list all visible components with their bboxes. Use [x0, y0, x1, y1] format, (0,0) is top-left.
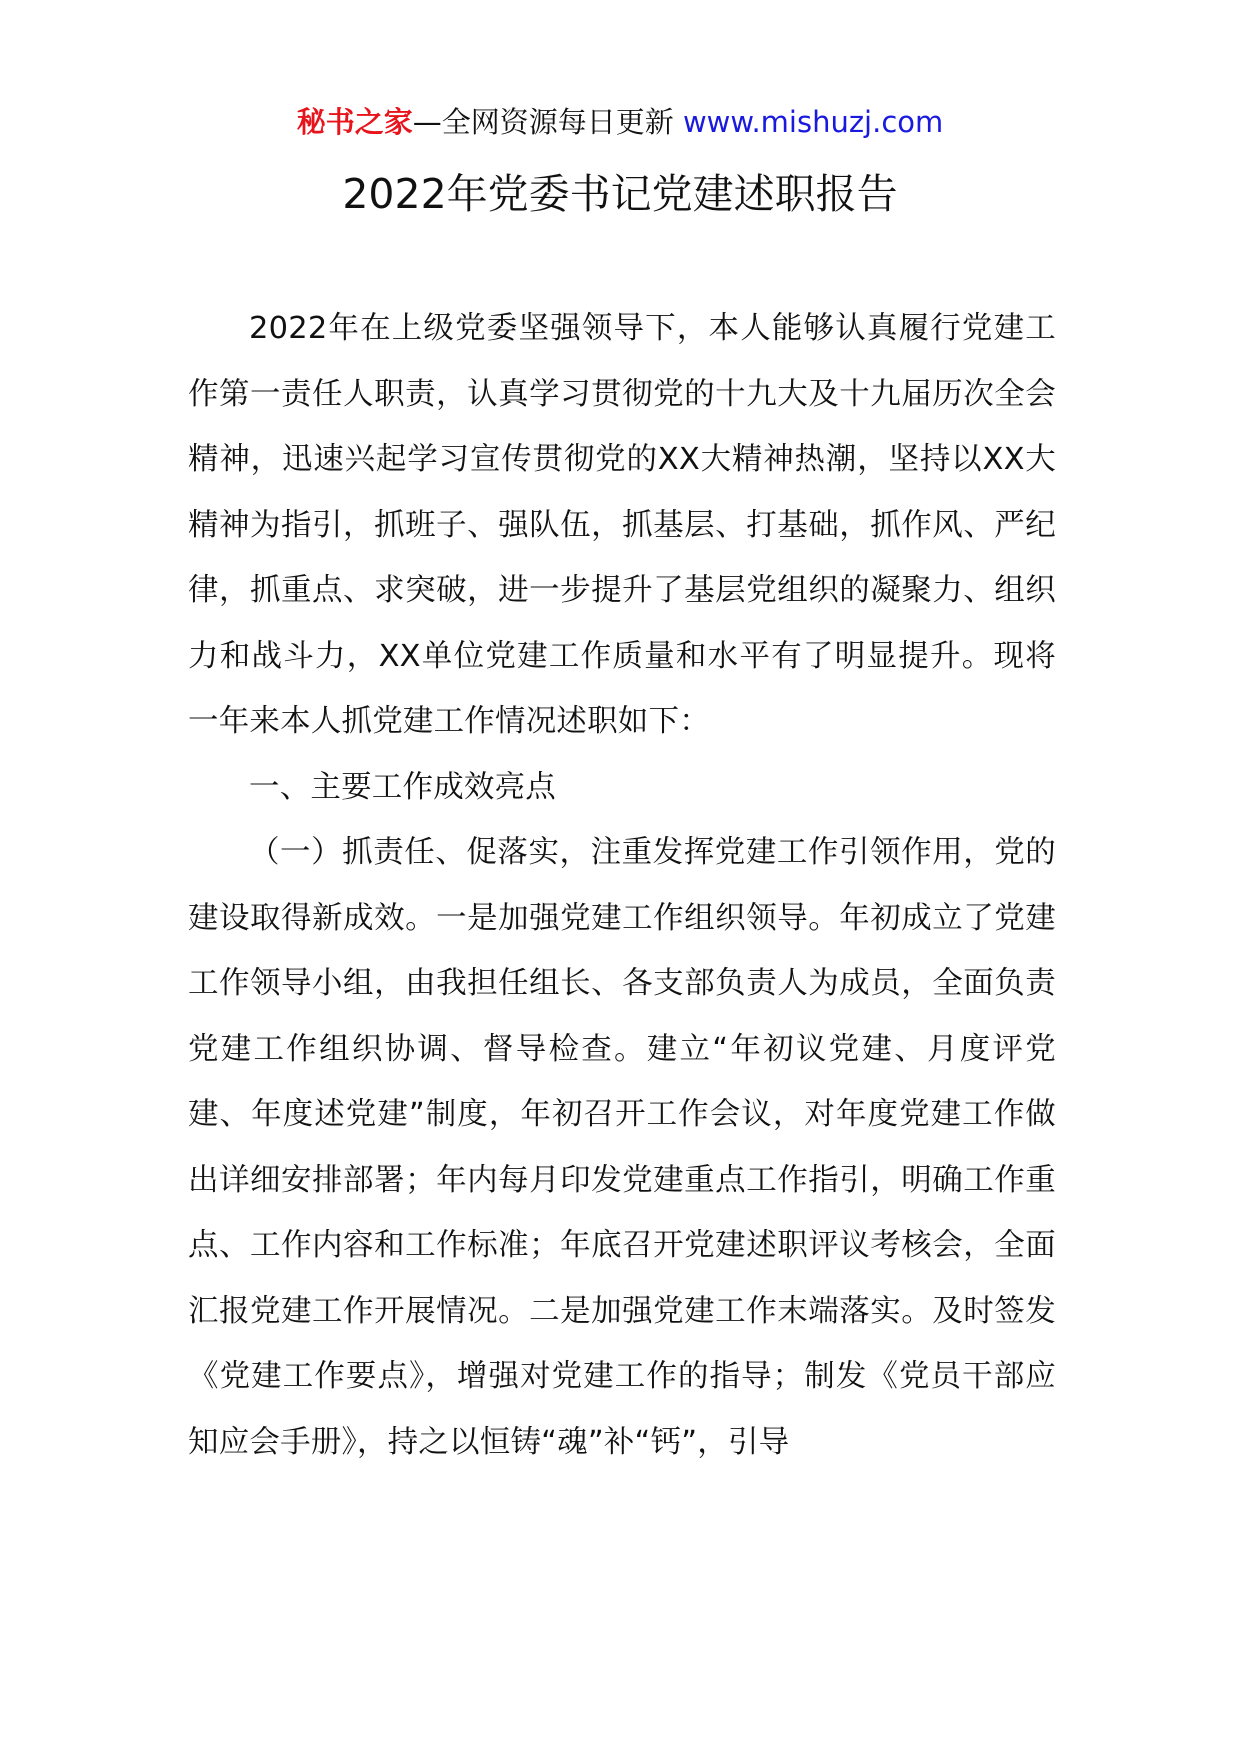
brand-name: 秘书之家 — [296, 105, 413, 139]
header-tagline: —全网资源每日更新 — [412, 105, 683, 139]
document-body — [188, 296, 1056, 1475]
section-heading: 一、主要工作成效亮点 — [249, 769, 556, 805]
document-title: 2022年党委书记党建述职报告 — [342, 170, 898, 218]
site-header — [0, 102, 1240, 142]
body-paragraph: （一）抓责任、促落实，注重发挥党建工作引领作用，党的建设取得新成效。一是加强党建工作组织领导。年初成立了党建工作领导小组，由我担任组长、各支部负责人为成员，全面负责党建工作组织协调、督导检查。建立“年初议党建、月度评党建、年度述党建”制度，年初召开工作会议，对年度党建工作做出详细安排部署；年内每月印发党建重点工作指引，明确工作重点、工作内容和工作标准；年底召开党建述职评议考核会，全面汇报党建工作开展情况。二是加强党建工作末端落实。及时签发《党建工作要点》，增强对党建工作的指导；制发《党员干部应知应会手册》，持之以恒铸“魂”补“钙”，引导 — [188, 835, 1056, 1460]
intro-paragraph: 2022年在上级党委坚强领导下，本人能够认真履行党建工作第一责任人职责，认真学习贯彻党的十九大及十九届历次全会精神，迅速兴起学习宣传贯彻党的XX大精神热潮，坚持以XX大精神为指引，抓班子、强队伍，抓基层、打基础，抓作风、严纪律，抓重点、求突破，进一步提升了基层党组织的凝聚力、组织力和战斗力，XX单位党建工作质量和水平有了明显提升。现将一年来本人抓党建工作情况述职如下： — [188, 311, 1056, 739]
site-url-link[interactable]: www.mishuzj.com — [682, 105, 944, 139]
